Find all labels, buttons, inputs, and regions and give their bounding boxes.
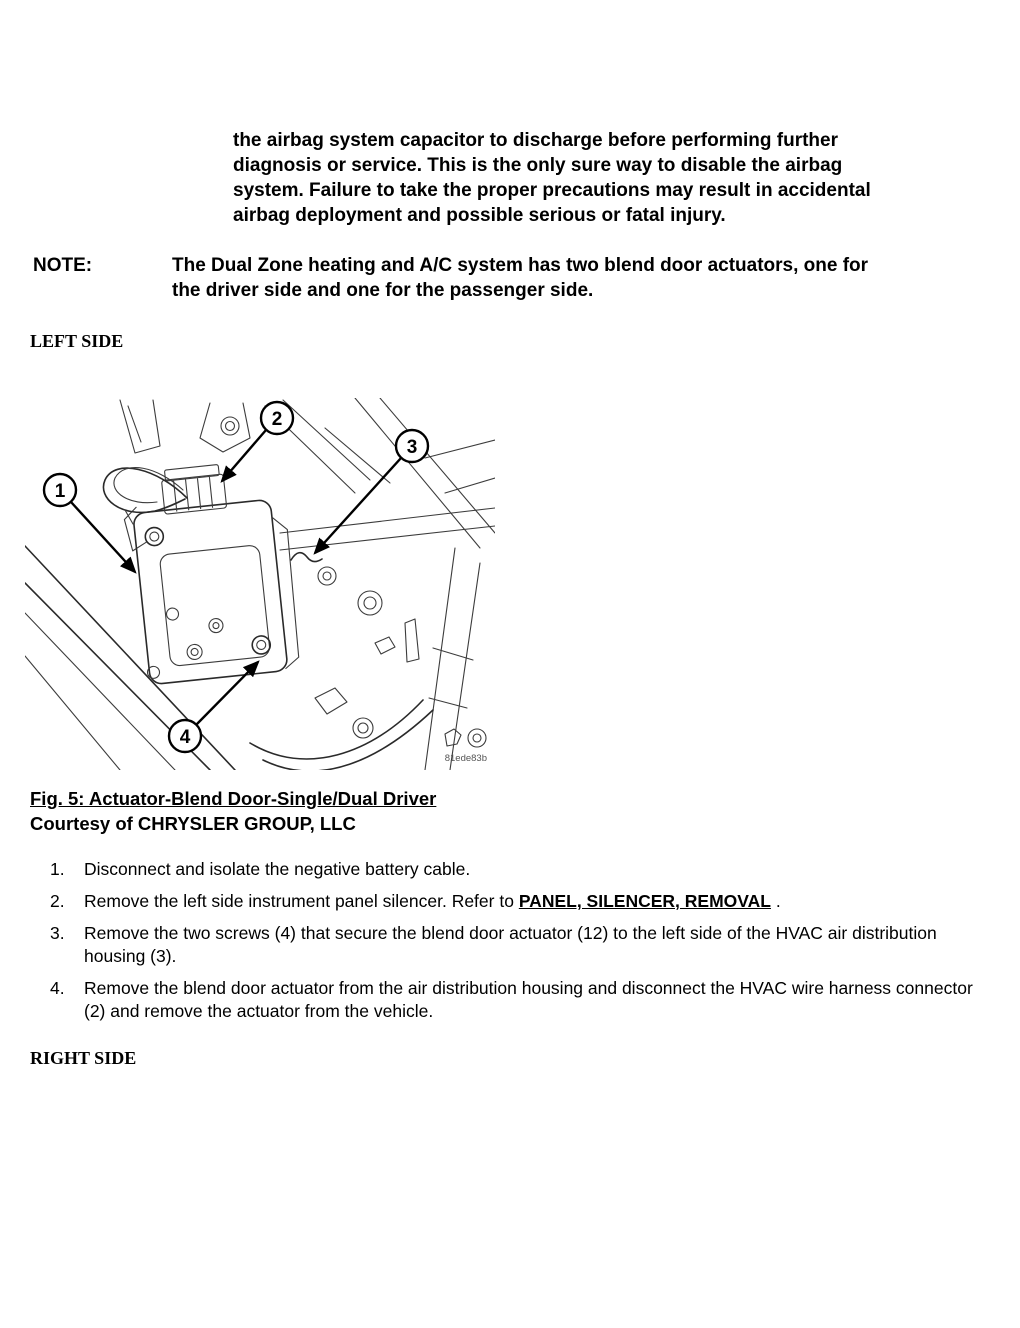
callout-arrows [71, 430, 401, 725]
step-number: 1. [50, 859, 65, 879]
callout-2-badge [261, 402, 293, 434]
right-side-heading: RIGHT SIDE [30, 1048, 137, 1068]
step-text-segment: Remove the two screws (4) that secure the blend door actuator (12) to the left side of the HVAC air distribution housing (3). [84, 923, 937, 966]
step-text [84, 858, 998, 881]
step-1 [50, 858, 1010, 881]
note-line: The Dual Zone heating and A/C system has two blend door actuators, one for [172, 255, 869, 276]
warning-line: airbag deployment and possible serious or fatal injury. [233, 205, 726, 226]
step-text-segment: Remove the blend door actuator from the air distribution housing and disconnect the HVAC wire harness connector (2) and remove the actuator from the vehicle. [84, 978, 973, 1021]
note-line: the driver side and one for the passenger side. [172, 280, 594, 301]
actuator-art [120, 458, 302, 686]
callout-2-number: 2 [271, 409, 283, 430]
callout-1-number: 1 [54, 481, 66, 502]
step-number: 3. [50, 923, 65, 943]
left-side-heading: LEFT SIDE [30, 331, 124, 351]
wire-squiggle-art [291, 553, 322, 562]
step-text-segment: . [770, 891, 781, 911]
callout-4-badge [169, 720, 201, 752]
callout-3-badge [396, 430, 428, 462]
step-number: 4. [50, 978, 65, 998]
step-text-segment: Remove the left side instrument panel silencer. Refer to [84, 891, 519, 911]
step-4 [50, 977, 1010, 1023]
step-text [84, 977, 998, 1023]
warning-line: diagnosis or service. This is the only sure way to disable the airbag [233, 155, 843, 176]
step-text [84, 922, 998, 968]
warning-line: system. Failure to take the proper precautions may result in accidental [233, 180, 871, 201]
step-3 [50, 922, 1010, 968]
warning-line: the airbag system capacitor to discharge before performing further [233, 130, 838, 151]
callout-4-number: 4 [179, 727, 191, 748]
actuator-diagram-illustration [25, 398, 495, 770]
figure-caption [30, 786, 730, 836]
step-2 [50, 890, 1010, 913]
figure-caption-courtesy: Courtesy of CHRYSLER GROUP, LLC [30, 813, 356, 834]
note-text [172, 253, 982, 303]
wire-harness-art [103, 468, 187, 524]
callout-1-badge [44, 474, 76, 506]
figure-watermark: 81ede83b [444, 753, 487, 764]
figure-caption-title[interactable]: Fig. 5: Actuator-Blend Door-Single/Dual Driver [30, 788, 437, 809]
note-label: NOTE: [33, 255, 93, 276]
figure-diagram [25, 398, 495, 770]
step-reference-link[interactable]: PANEL, SILENCER, REMOVAL [518, 891, 771, 911]
callout-3-number: 3 [406, 437, 418, 458]
step-text-segment: Disconnect and isolate the negative battery cable. [84, 859, 471, 879]
warning-paragraph [233, 128, 978, 228]
step-text [84, 890, 998, 913]
procedure-steps [50, 858, 1010, 1032]
step-number: 2. [50, 891, 65, 911]
